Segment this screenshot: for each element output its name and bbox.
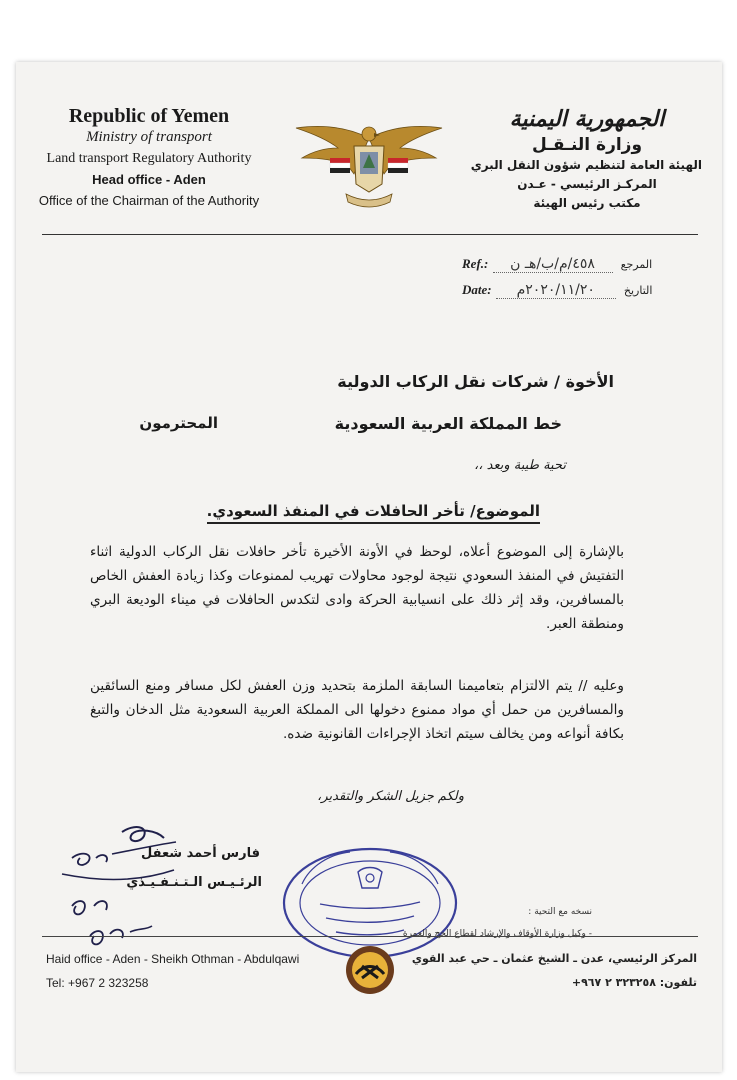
arabic-country-title: الجمهورية اليمنية: [509, 106, 665, 132]
greeting: تحية طيبة وبعد ،،: [474, 458, 566, 473]
date-line: [462, 282, 692, 299]
body-paragraph-1: بالإشارة إلى الموضوع أعلاه، لوحظ في الأونة الأخيرة تأخر حافلات نقل الركاب الدولية اثناء التفتيش في المنفذ السعودي نتيجة لوجود محاولات تهريب لممنوعات وكذا زيادة العفش الخاص بالمسافرين، وقد إثر ذلك على انسيابية الحركة وادى لتكدس الحافلات في ميناء الوديعة البري ومنطقة العبر.: [90, 544, 624, 632]
arabic-ministry: وزارة النـقـل: [531, 135, 643, 155]
arabic-head-office: المركـز الرئيسي - عـدن: [517, 177, 657, 191]
english-authority: Land transport Regulatory Authority: [46, 151, 252, 166]
addressee-line-2: خط المملكة العربية السعودية: [334, 414, 562, 433]
footer-divider: [42, 936, 698, 937]
respected-title: المحترمون: [139, 414, 218, 432]
ref-label: Ref.:: [462, 256, 489, 271]
english-head-office: Head office - Aden: [92, 172, 206, 187]
signatory-title: الرئـيـس الـتـنـفـيـذي: [126, 875, 262, 890]
footer-address-en: Haid office - Aden - Sheikh Othman - Abdulqawi: [46, 952, 300, 966]
subject-line: الموضوع/ تأخر الحافلات في المنفذ السعودي.: [207, 502, 540, 524]
english-country-title: Republic of Yemen: [68, 105, 230, 127]
arabic-letterhead: [472, 104, 702, 213]
date-label: Date:: [462, 282, 492, 297]
footer-phone-en: Tel: +967 2 323258: [46, 976, 149, 990]
body-paragraph-2: وعليه // يتم الالتزام بتعاميمنا السابقة الملزمة بتحديد وزن العفش لكل مسافر ومنع السائقين والمسافرين من حمل أي مواد ممنوع دخولها الى المملكة العربية السعودية مثل الدخان والتبغ بكافة أنواعه ومن يخالف سيتم اتخاذ الإجراءات القانونية ضده.: [90, 678, 624, 742]
yemen-eagle-emblem-icon: [294, 118, 444, 214]
english-chairman-office: Office of the Chairman of the Authority: [38, 193, 260, 208]
date-arabic-label: التاريخ: [623, 284, 653, 297]
date-value: ٢٠٢٠/١١/٢٠م: [496, 282, 616, 299]
addressee-line-1: الأخوة / شركات نقل الركاب الدولية: [337, 372, 614, 391]
english-letterhead: [34, 106, 264, 211]
letter-page: [16, 62, 722, 1072]
arabic-chairman-office: مكتب رئيس الهيئة: [533, 196, 641, 210]
ref-value: ٤٥٨/م/ب/هـ ن: [493, 256, 613, 273]
authority-logo-icon: [344, 944, 396, 996]
closing-thanks: ولكم جزيل الشكر والتقدير،: [317, 789, 464, 804]
footer-phone-ar: تلفون: ٣٢٣٢٥٨ ٢ ٩٦٧+: [571, 976, 697, 989]
header-divider: [42, 234, 698, 235]
english-ministry: Ministry of transport: [86, 129, 212, 145]
signatory-name: فارس أحمد شعفل: [141, 846, 260, 861]
ref-arabic-label: المرجع: [620, 258, 653, 271]
footer-address-ar: المركز الرئيسي، عدن ـ الشيخ عثمان ـ حي عبد القوي: [411, 952, 697, 965]
handwritten-signature-icon: [52, 814, 182, 964]
reference-line: [462, 256, 692, 273]
cc-label: نسخه مع التحية :: [528, 907, 592, 917]
cc-item: - وكيل وزارة الأوقاف والإرشاد لقطاع الحج والعمرة: [402, 929, 592, 939]
arabic-authority: الهيئة العامة لتنظيم شؤون النقل البري: [470, 158, 702, 172]
